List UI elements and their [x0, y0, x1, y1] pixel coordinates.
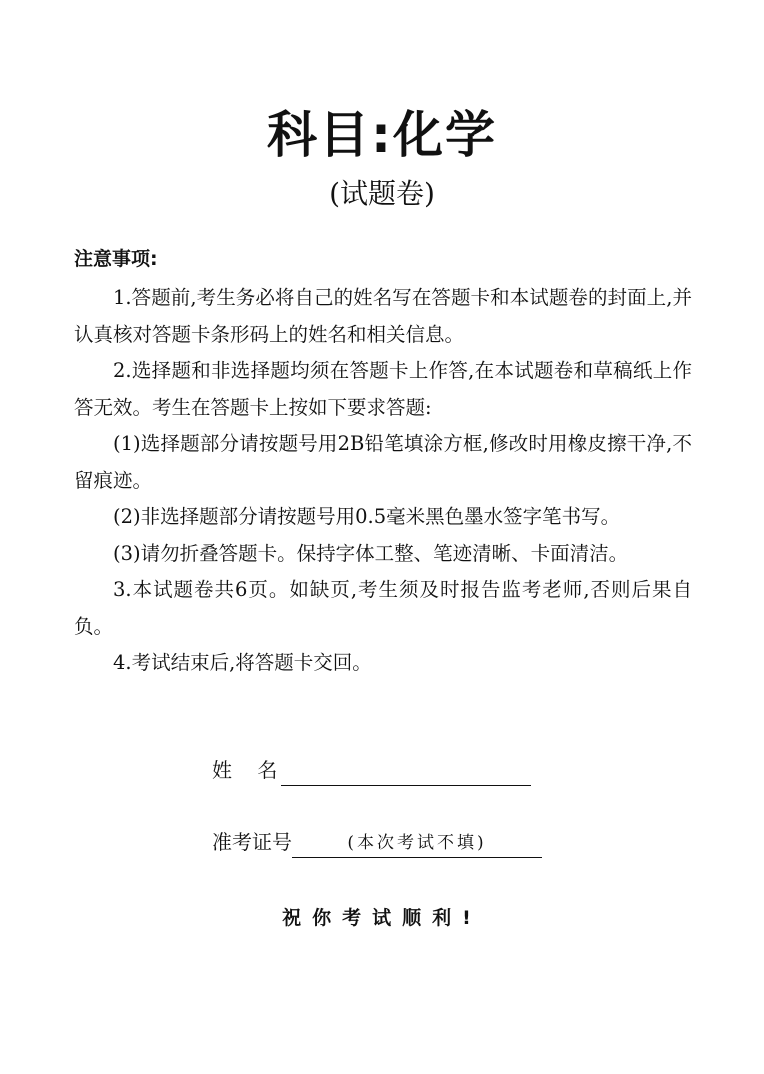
name-label: 姓 名 [212, 758, 278, 782]
page-subtitle: (试题卷) [329, 177, 435, 210]
notice-heading: 注意事项: [74, 248, 158, 270]
notice-item: (3)请勿折叠答题卡。保持字体工整、笔迹清晰、卡面清洁。 [113, 541, 629, 565]
notice-item: (2)非选择题部分请按题号用0.5毫米黑色墨水签字笔书写。 [113, 505, 621, 528]
notice-item: 4.考试结束后,将答题卡交回。 [113, 651, 372, 674]
blessing-text: 祝你考试顺利! [282, 907, 482, 929]
exam-id-label: 准考证号 [212, 830, 292, 854]
notice-item: (1)选择题部分请按题号用2B铅笔填涂方框,修改时用橡皮擦干净,不留痕迹。 [74, 432, 692, 492]
notice-item: 2.选择题和非选择题均须在答题卡上作答,在本试题卷和草稿纸上作答无效。考生在答题卡上按如下要求答题: [74, 359, 692, 419]
name-field [212, 754, 531, 786]
notice-item: 1.答题前,考生务必将自己的姓名写在答题卡和本试题卷的封面上,并认真核对答题卡条形码上的姓名和相关信息。 [74, 286, 692, 346]
exam-id-field [212, 826, 542, 858]
notice-list [74, 280, 692, 682]
exam-id-input-line[interactable]: (本次考试不填) [292, 829, 542, 858]
name-input-line[interactable] [281, 757, 531, 786]
notice-item: 3.本试题卷共6页。如缺页,考生须及时报告监考老师,否则后果自负。 [74, 578, 692, 638]
page-title: 科目:化学 [267, 106, 497, 164]
